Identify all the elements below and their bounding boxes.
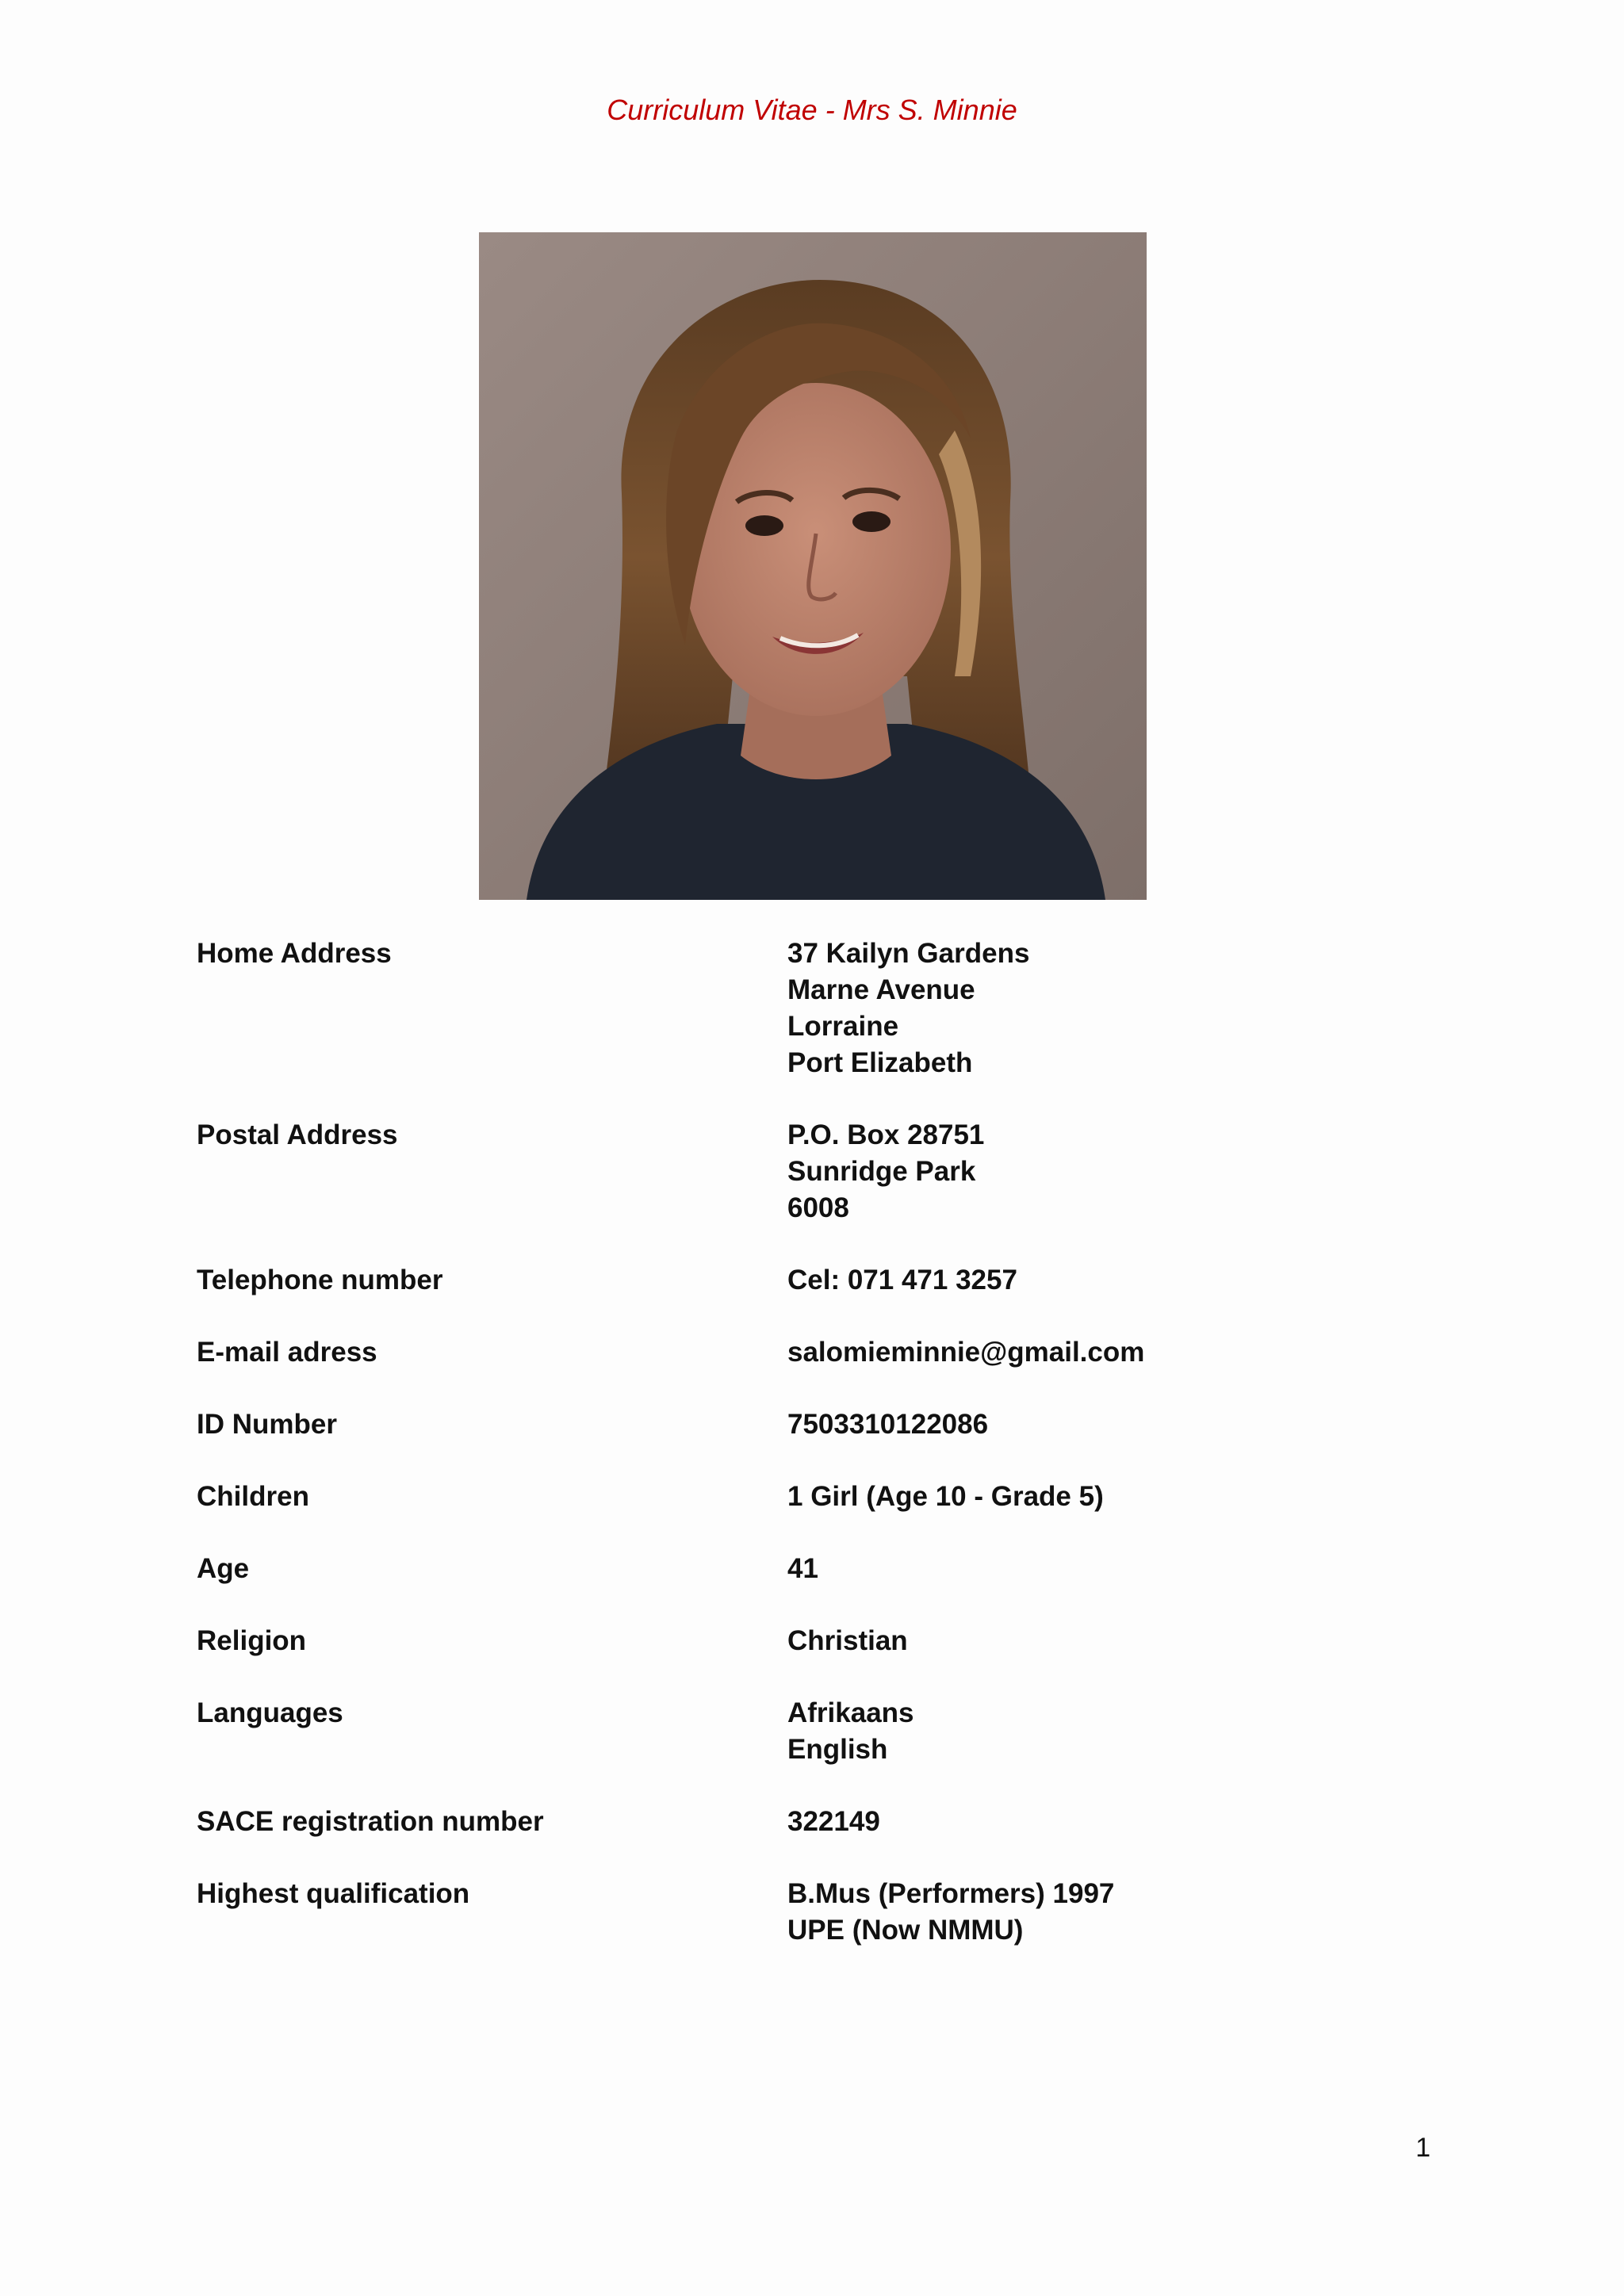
detail-line: Cel: 071 471 3257 [787,1265,1017,1295]
detail-label: Telephone number [197,1265,443,1295]
detail-label: E-mail adress [197,1337,377,1368]
detail-value [787,1479,1104,1515]
detail-value [787,1406,988,1443]
detail-value [787,1876,1114,1949]
detail-line: P.O. Box 28751 [787,1119,985,1150]
detail-label: Postal Address [197,1119,398,1150]
detail-value [787,1695,914,1768]
portrait-illustration [479,232,1147,900]
detail-line: 322149 [787,1806,880,1837]
detail-line: Marne Avenue [787,974,975,1005]
detail-line: Port Elizabeth [787,1047,973,1078]
detail-line: UPE (Now NMMU) [787,1915,1024,1946]
detail-value [787,936,1029,1081]
detail-row-home-address [197,936,1434,1081]
detail-line: salomieminnie@gmail.com [787,1337,1145,1368]
detail-value [787,1117,984,1226]
detail-row-religion [197,1623,1434,1659]
detail-label: Religion [197,1625,307,1656]
detail-line: Afrikaans [787,1697,914,1728]
detail-line: 6008 [787,1192,849,1223]
detail-line: Sunridge Park [787,1156,976,1187]
detail-row-postal-address [197,1117,1434,1226]
detail-label: Home Address [197,938,392,969]
detail-row-email [197,1334,1434,1371]
detail-line: 1 Girl (Age 10 - Grade 5) [787,1481,1104,1512]
detail-label: Age [197,1553,250,1584]
detail-line: Lorraine [787,1011,899,1042]
detail-label: SACE registration number [197,1806,544,1837]
detail-line: B.Mus (Performers) 1997 [787,1878,1115,1909]
detail-row-languages [197,1695,1434,1768]
detail-row-highest-qualification [197,1876,1434,1949]
detail-line: English [787,1734,888,1765]
detail-row-id-number [197,1406,1434,1443]
detail-line: 41 [787,1553,818,1584]
detail-value [787,1262,1017,1299]
personal-details-list [197,936,1434,1984]
detail-line: 7503310122086 [787,1409,989,1440]
page-header-title: Curriculum Vitae - Mrs S. Minnie [607,94,1017,126]
detail-label: Children [197,1481,309,1512]
detail-row-sace-registration [197,1804,1434,1840]
detail-value [787,1551,818,1587]
detail-value [787,1623,908,1659]
detail-line: Christian [787,1625,908,1656]
detail-row-children [197,1479,1434,1515]
detail-row-telephone [197,1262,1434,1299]
detail-label: Highest qualification [197,1878,470,1909]
detail-label: Languages [197,1697,343,1728]
portrait-photo [479,232,1147,900]
detail-row-age [197,1551,1434,1587]
detail-label: ID Number [197,1409,337,1440]
detail-value [787,1804,880,1840]
detail-value [787,1334,1144,1371]
detail-line: 37 Kailyn Gardens [787,938,1030,969]
page-number: 1 [1415,2133,1431,2163]
